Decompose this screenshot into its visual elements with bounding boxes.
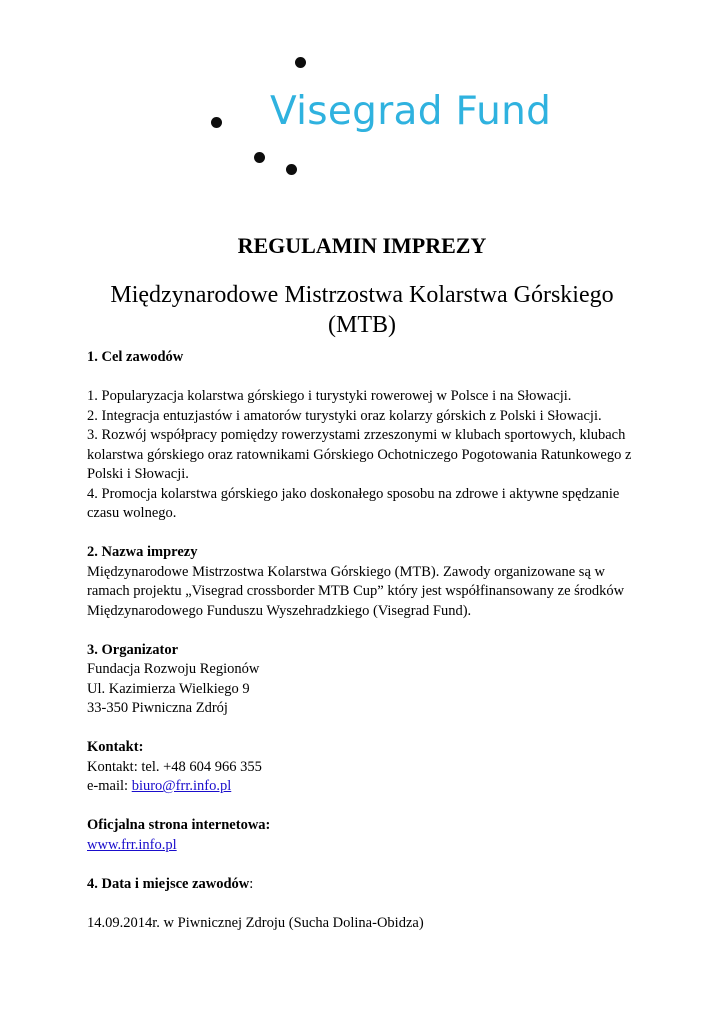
- organizer-line: Ul. Kazimierza Wielkiego 9: [87, 680, 250, 697]
- contact-phone: Kontakt: tel. +48 604 966 355: [87, 758, 262, 775]
- section-website-heading: Oficjalna strona internetowa:: [87, 817, 271, 833]
- logo-dot-bottom-left-icon: [254, 152, 265, 163]
- section-name-heading: 2. Nazwa imprezy: [87, 544, 198, 560]
- goal-item: 4. Promocja kolarstwa górskiego jako doskonałego sposobu na zdrowe i aktywne spędzanie czasu wolnego.: [87, 485, 620, 521]
- document-title: REGULAMIN IMPREZY: [237, 233, 487, 258]
- goal-item: 2. Integracja entuzjastów i amatorów turystyki oraz kolarzy górskich z Polski i Słowacji.: [87, 407, 602, 424]
- organizer-line: 33-350 Piwniczna Zdrój: [87, 700, 228, 716]
- section-name-text: Międzynarodowe Mistrzostwa Kolarstwa Górskiego (MTB). Zawody organizowane są w ramach projektu „Visegrad crossborder MTB Cup” który jest współfinansowany ze środków Międzynarodowego Funduszu Wyszehradzkiego (Visegrad Fund).: [87, 563, 625, 619]
- logo-dot-left-icon: [211, 117, 222, 128]
- section-contact-heading: Kontakt:: [87, 739, 144, 755]
- document-body: [87, 348, 647, 933]
- visegrad-fund-logo: [0, 0, 724, 200]
- logo-dot-top-icon: [295, 57, 306, 68]
- section-goal-heading: 1. Cel zawodów: [87, 349, 184, 365]
- goal-item: 1. Popularyzacja kolarstwa górskiego i turystyki rowerowej w Polsce i na Słowacji.: [87, 388, 572, 404]
- contact-email-label: e-mail:: [87, 778, 132, 794]
- section-date-colon: :: [249, 875, 254, 892]
- goal-item: 3. Rozwój współpracy pomiędzy rowerzystami zrzeszonymi w klubach sportowych, klubach kolarstwa górskiego oraz ratownikami Górskiego Ochotniczego Pogotowania Ratunkowego z Polski i Słowacji.: [87, 427, 632, 482]
- document-subtitle: Międzynarodowe Mistrzostwa Kolarstwa Górskiego (MTB): [110, 282, 614, 338]
- section-organizer-heading: 3. Organizator: [87, 641, 179, 658]
- website-line: [87, 836, 647, 856]
- logo-text: Visegrad Fund: [270, 89, 552, 134]
- section-date-heading: 4. Data i miejsce zawodów: [87, 875, 250, 892]
- logo-dot-bottom-right-icon: [286, 164, 297, 175]
- contact-email-line: [87, 777, 647, 797]
- contact-email-link[interactable]: biuro@frr.info.pl: [131, 778, 232, 794]
- organizer-line: Fundacja Rozwoju Regionów: [87, 661, 260, 677]
- section-date-text: 14.09.2014r. w Piwnicznej Zdroju (Sucha Dolina-Obidza): [87, 914, 424, 931]
- website-link[interactable]: www.frr.info.pl: [87, 836, 177, 853]
- section-date-heading-line: [87, 875, 647, 895]
